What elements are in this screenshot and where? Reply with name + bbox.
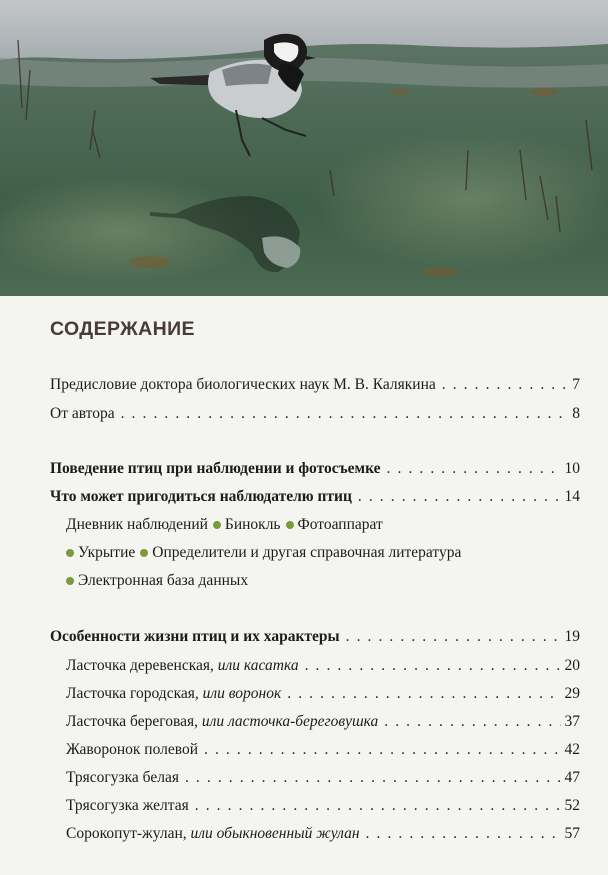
dot-leader [287,684,560,704]
topics-line-1 [66,515,580,535]
topics-line-3 [66,571,580,591]
topic-item: Укрытие [78,544,136,561]
entry-title: Трясогузка белая [66,769,179,786]
dot-leader [121,404,569,424]
bullet-icon [66,549,74,557]
dot-leader [358,487,561,507]
dot-leader [366,824,561,844]
topic-item: Определители и другая справочная литература [152,544,462,561]
dot-leader [387,459,561,479]
page-number: 47 [564,769,580,786]
toc-entry-skylark[interactable] [66,740,580,760]
dot-leader [384,712,560,732]
toc-entry-house-martin[interactable] [66,684,580,704]
entry-title: Что может пригодиться наблюдателю птиц [50,488,352,505]
entry-alt-name: или ласточка-береговушка [201,713,379,730]
toc-entry-sand-martin[interactable] [66,712,580,732]
page-number: 20 [564,657,580,674]
topic-item: Электронная база данных [78,572,249,589]
entry-title: От автора [50,405,115,422]
toc-entry-preface[interactable] [50,375,580,395]
entry-alt-name: или обыкновенный жулан [190,825,360,842]
topic-item: Дневник наблюдений [66,516,208,533]
entry-title: Ласточка береговая, или ласточка-береговушка [66,713,379,730]
page-number: 7 [572,376,580,393]
dot-leader [204,740,560,760]
entry-title: Особенности жизни птиц и их характеры [50,628,340,645]
page-number: 29 [564,685,580,702]
page-number: 57 [564,825,580,842]
toc-entry-shrike[interactable] [66,824,580,844]
dot-leader [346,627,561,647]
page-number: 10 [564,460,580,477]
entry-title: Жаворонок полевой [66,741,199,758]
entry-title: Ласточка городская, или воронок [66,685,282,702]
entry-alt-name: или касатка [217,657,299,674]
entry-title: Предисловие доктора биологических наук М. В. Калякина [50,376,436,393]
bullet-icon [213,521,221,529]
entry-title: Ласточка деревенская, или касатка [66,657,299,674]
entry-title: Поведение птиц при наблюдении и фотосъемке [50,460,381,477]
bullet-icon [66,577,74,585]
dot-leader [305,656,561,676]
toc-entry-observer-kit[interactable] [50,487,580,507]
page-number: 37 [564,713,580,730]
dot-leader [185,768,561,788]
toc-entry-from-author[interactable] [50,404,580,424]
topic-item: Бинокль [224,516,281,533]
topic-item: Фотоаппарат [297,516,383,533]
page-number: 14 [564,488,580,505]
entry-title: Трясогузка желтая [66,797,189,814]
toc-entry-white-wagtail[interactable] [66,768,580,788]
toc-entry-bird-life[interactable] [50,627,580,647]
entry-title: Сорокопут-жулан, или обыкновенный жулан [66,825,360,842]
dot-leader [442,375,568,395]
bullet-icon [286,521,294,529]
page-number: 42 [564,741,580,758]
page-number: 19 [564,628,580,645]
wagtail-photo [0,0,608,296]
toc-entry-yellow-wagtail[interactable] [66,796,580,816]
topics-line-2 [66,543,580,563]
toc-heading: СОДЕРЖАНИЕ [50,318,195,340]
page-number: 52 [564,797,580,814]
entry-alt-name: или воронок [202,685,282,702]
toc-entry-bird-behavior[interactable] [50,459,580,479]
page-number: 8 [572,405,580,422]
dot-leader [195,796,561,816]
toc-entry-barn-swallow[interactable] [66,656,580,676]
bullet-icon [140,549,148,557]
